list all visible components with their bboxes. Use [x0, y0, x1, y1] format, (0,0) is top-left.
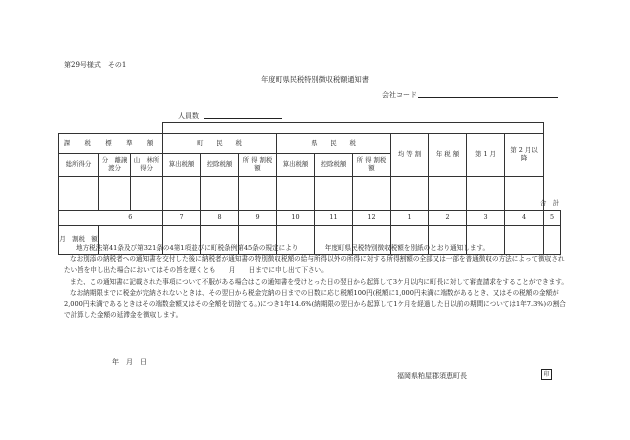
seal-mark: 印: [541, 369, 552, 380]
entry-cell[interactable]: [467, 177, 505, 211]
date-line: 年 月 日: [112, 358, 147, 366]
month-header-blank: [59, 211, 99, 226]
sub-town-income-levy: 所 得 割税 額: [239, 154, 277, 177]
total-label: 合 計: [540, 199, 560, 207]
col-first-month: 第 1 月: [467, 134, 505, 177]
sub-pref-calc: 算出税額: [277, 154, 315, 177]
entry-cell[interactable]: [315, 177, 353, 211]
company-code-field[interactable]: [418, 97, 558, 98]
sub-pref-income-levy: 所 得 割税 額: [353, 154, 391, 177]
month-1: 1: [391, 211, 429, 226]
notice-paragraph-4: なお納期限までに税金が完納されないときは、その翌日から税金完納の日までの日数に応じ税額100円(税額に1,000円未満に端数があるとき、又はその税額の金額が2,000円未満であるときはその端数金額又はその全額を切捨てる。)につき1年14.6%(納期限の翌日から起算して1ケ月を経過した日以前の期間については1年7.3%)の割合で計算した金額の延滞金を徴収します。: [64, 288, 566, 320]
entry-cell[interactable]: [131, 177, 163, 211]
sub-town-deduct: 控除税額: [201, 154, 239, 177]
entry-cell[interactable]: [505, 177, 544, 211]
group-pref-tax: 県 民 税: [277, 134, 391, 154]
month-11: 11: [315, 211, 353, 226]
month-6: 6: [99, 211, 163, 226]
sub-forest-income: 山 林所得分: [131, 154, 163, 177]
group-tax-base: 課 税 標 準 額: [59, 134, 163, 154]
entry-cell[interactable]: [201, 177, 239, 211]
company-code-label: 会社コード: [382, 91, 417, 99]
month-7: 7: [163, 211, 201, 226]
group-town-tax: 町 民 税: [163, 134, 277, 154]
sub-town-calc: 算出税額: [163, 154, 201, 177]
entry-cell[interactable]: [429, 177, 467, 211]
staff-count-label: 人員数: [178, 112, 199, 120]
month-4: 4: [505, 211, 544, 226]
header-row-1: [59, 134, 561, 154]
top-blank-cell: [163, 123, 544, 134]
entry-cell[interactable]: [277, 177, 315, 211]
entry-cell[interactable]: [239, 177, 277, 211]
notice-paragraph-3: また、この通知書に記載された事項について不服がある場合はこの通知書を受けとった日の翌日から起算して3ケ月以内に町長に対して審査請求をすることができます。: [70, 277, 568, 286]
col-equal-share: 均 等 割: [391, 134, 429, 177]
document-title: 年度町県民税特別徴収税額通知書: [261, 75, 369, 84]
top-blank-row: [59, 123, 561, 134]
entry-cell[interactable]: [59, 177, 99, 211]
sub-pref-deduct: 控除税額: [315, 154, 353, 177]
issuer-name: 福岡県粕屋郡須恵町長: [397, 372, 467, 380]
tax-amount-table: [58, 122, 561, 255]
entry-cell[interactable]: [353, 177, 391, 211]
notice-text: [64, 243, 569, 321]
month-8: 8: [201, 211, 239, 226]
month-2: 2: [429, 211, 467, 226]
col-second-month: 第 2 月以 降: [505, 134, 544, 177]
entry-cell[interactable]: [163, 177, 201, 211]
entry-row: [59, 177, 561, 211]
entry-cell[interactable]: [99, 177, 131, 211]
notice-paragraph-1: 地方税法第41条及び第321条の4第1項並びに町税条例第45条の規定により 年度町県民税特別徴収税額を別紙のとおり通知します。: [76, 244, 490, 252]
col-annual-tax: 年 税 額: [429, 134, 467, 177]
month-12: 12: [353, 211, 391, 226]
month-number-row: [59, 211, 561, 226]
form-number: 第29号様式 その1: [64, 61, 127, 69]
month-5: 5: [549, 213, 555, 222]
notice-paragraph-2: なお別添の納税者への通知書を交付した後に納税者が通知書の特別徴収税額の給与所得以外の所得に対する所得割額の全部又は一部を普通徴収の方法によって徴収されたい旨を申し出た場合においてはその旨を遅くとも 月 日までに申し出て下さい。: [64, 255, 565, 275]
monthly-tax-label: 月 割税 額: [59, 226, 99, 255]
sub-separate-transfer: 分 離譲渡分: [99, 154, 131, 177]
month-3: 3: [467, 211, 505, 226]
sub-total-income: 総所得分: [59, 154, 99, 177]
entry-cell[interactable]: [391, 177, 429, 211]
month-9: 9: [239, 211, 277, 226]
month-10: 10: [277, 211, 315, 226]
month-5-and-total: [544, 211, 561, 226]
staff-count-field[interactable]: [204, 118, 282, 119]
